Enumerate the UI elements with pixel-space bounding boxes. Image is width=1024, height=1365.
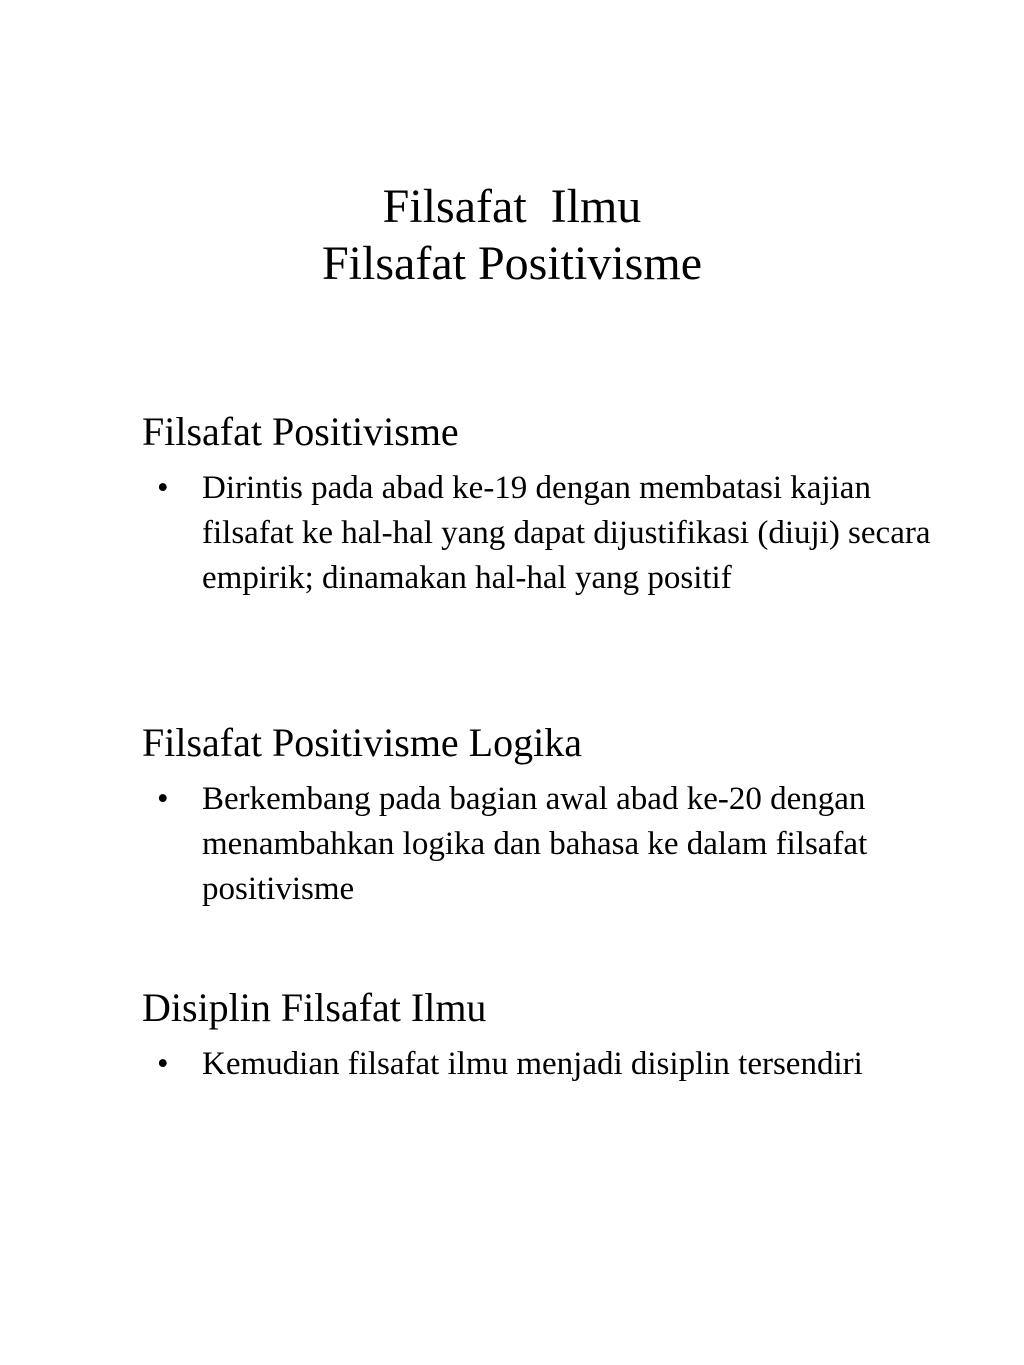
bullet-text: Berkembang pada bagian awal abad ke-20 dengan menambahkan logika dan bahasa ke dalam filsafat positivisme — [202, 781, 868, 907]
bullet-list — [142, 1042, 962, 1087]
title-line-2: Filsafat Positivisme — [321, 237, 702, 290]
section-disiplin-filsafat-ilmu — [142, 986, 962, 1087]
bullet-icon: • — [157, 1046, 169, 1082]
bullet-icon: • — [157, 470, 169, 506]
bullet-item — [142, 466, 962, 601]
bullet-icon: • — [157, 781, 169, 817]
section-heading: Disiplin Filsafat Ilmu — [142, 985, 487, 1030]
section-heading: Filsafat Positivisme — [142, 409, 459, 454]
bullet-item — [142, 777, 962, 912]
bullet-item — [142, 1042, 962, 1087]
bullet-text: Dirintis pada abad ke-19 dengan membatasi kajian filsafat ke hal-hal yang dapat dijustifikasi (diuji) secara empirik; dinamakan hal-hal yang positif — [202, 470, 931, 596]
section-filsafat-positivisme-logika — [142, 721, 962, 912]
bullet-list — [142, 777, 962, 912]
bullet-list — [142, 466, 962, 601]
title-line-1: Filsafat Ilmu — [382, 180, 642, 233]
section-filsafat-positivisme — [142, 410, 962, 601]
bullet-text: Kemudian filsafat ilmu menjadi disiplin tersendiri — [202, 1046, 863, 1082]
slide-title — [0, 178, 1024, 292]
section-heading: Filsafat Positivisme Logika — [142, 720, 582, 765]
